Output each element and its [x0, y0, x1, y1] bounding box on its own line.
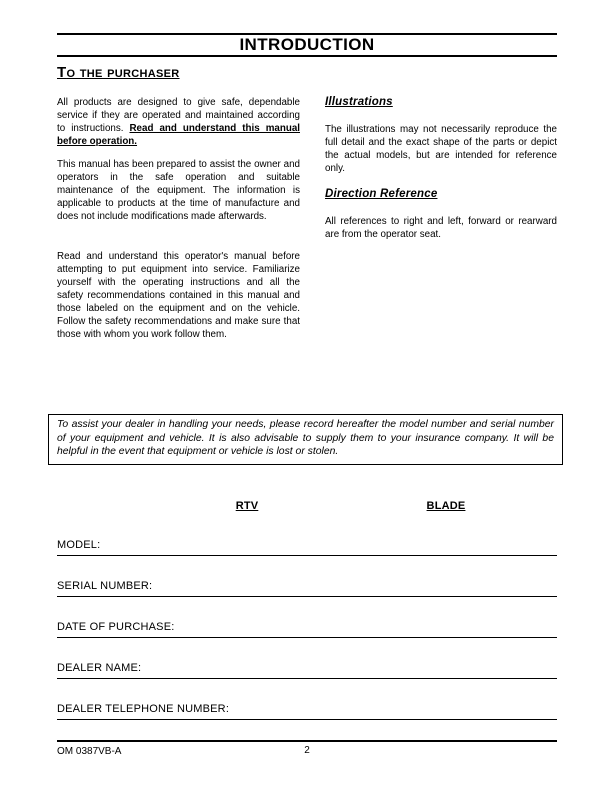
column-header-blade: BLADE: [426, 500, 466, 512]
dealer-record-notice-text: To assist your dealer in handling your needs, please record hereafter the model number and serial number of your equipment and vehicle. It is also advisable to supply them to your insurance company. It will be helpful in the event that equipment or vehicle is lost or stolen.: [57, 419, 554, 457]
paragraph-products: [57, 96, 300, 148]
paragraph-manual-purpose: This manual has been prepared to assist the owner and operators in the safe operation and suitable maintenance of the equipment. The information is applicable to products at the time of manufacture and does not include modifications made afterwards.: [57, 159, 300, 222]
two-column-body: [57, 96, 557, 341]
read-understand-emphasis: Read and understand this manual before operation.: [57, 123, 300, 147]
field-label-dealer-telephone-number: DEALER TELEPHONE NUMBER:: [57, 703, 230, 715]
form-field-dealer-name: [57, 662, 557, 679]
form-field-model: [57, 539, 557, 556]
footer-rule: [57, 740, 557, 742]
section-heading: To the purchaser: [57, 64, 180, 81]
dealer-record-notice-box: [48, 414, 563, 465]
form-field-date-of-purchase: [57, 621, 557, 638]
page-title: INTRODUCTION: [239, 35, 375, 54]
footer-doc-code: OM 0387VB-A: [57, 746, 122, 757]
right-column: [325, 96, 557, 341]
paragraph-safety: Read and understand this operator's manual before attempting to put equipment into service. Familiarize yourself with the operating instructions and all the safety recommendations contained in this manual and those labeled on the equipment and on the vehicle. Follow the safety recommendations and make sure that those with whom you work follow them.: [57, 251, 300, 340]
field-label-serial-number: SERIAL NUMBER:: [57, 580, 153, 592]
direction-reference-heading: Direction Reference: [325, 188, 438, 200]
footer-page-number: 2: [304, 745, 310, 756]
field-label-dealer-name: DEALER NAME:: [57, 662, 142, 674]
title-rule-bottom: [57, 55, 557, 57]
form-field-serial-number: [57, 580, 557, 597]
field-label-model: MODEL:: [57, 539, 101, 551]
paragraph-products-text: All products are designed to give safe, dependable service if they are operated and maintained according to instructions.: [57, 97, 300, 134]
illustrations-paragraph: The illustrations may not necessarily reproduce the full detail and the exact shape of the parts or depict the actual models, but are intended for reference only.: [325, 124, 557, 174]
illustrations-heading: Illustrations: [325, 96, 393, 108]
direction-reference-paragraph: All references to right and left, forward or rearward are from the operator seat.: [325, 216, 557, 240]
column-header-rtv: RTV: [235, 500, 259, 512]
field-label-date-of-purchase: DATE OF PURCHASE:: [57, 621, 175, 633]
left-column: [57, 96, 300, 341]
form-field-dealer-telephone-number: [57, 703, 557, 720]
